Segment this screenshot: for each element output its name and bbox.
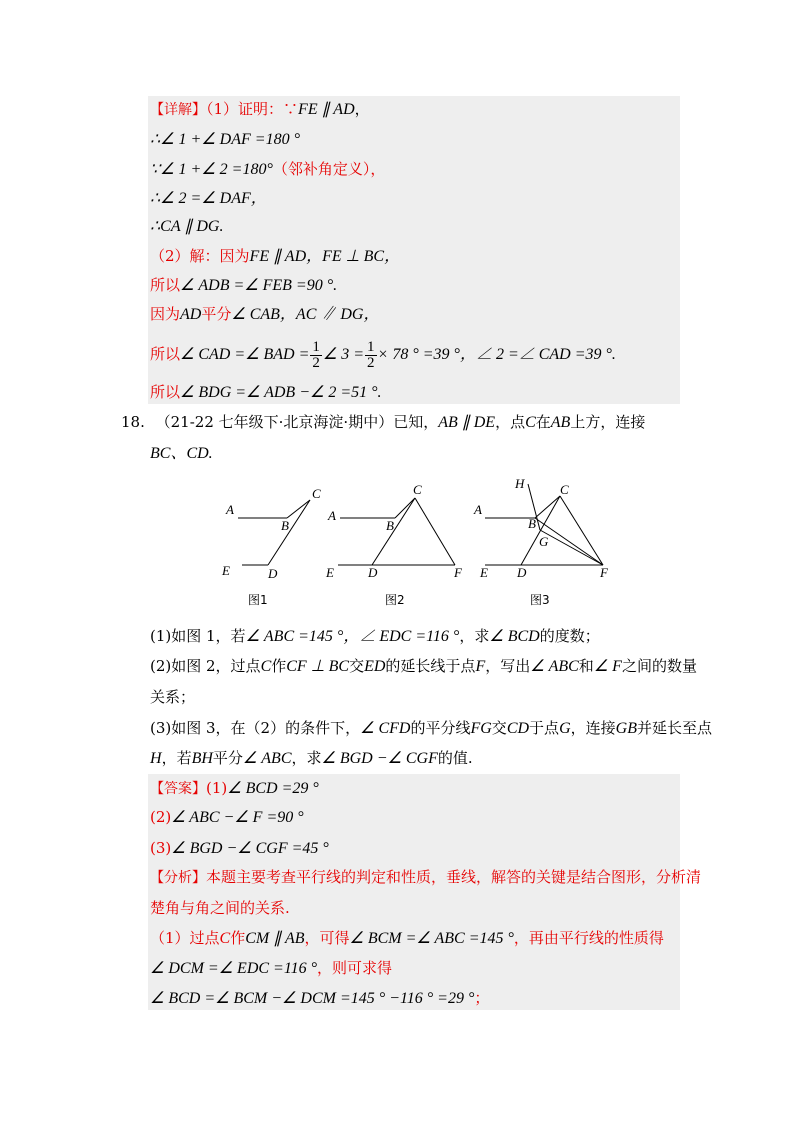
fig2-caption: 图2 — [385, 593, 405, 607]
fig1-label-c: C — [312, 486, 321, 501]
fig3-label-a: A — [474, 502, 482, 517]
subq-3-cont: H，若BH平分∠ ABC，求∠ BGD −∠ CGF的值. — [150, 749, 473, 767]
fig3-line-bc — [535, 496, 560, 518]
fig1-label-d: D — [268, 566, 278, 581]
analysis-line-3: （1）过点C作CM ∥ AB，可得∠ BCM =∠ ABC =145 °，再由平行线的性质得 — [150, 929, 664, 947]
fig1-label-e: E — [222, 563, 230, 578]
fig2-label-f: F — [454, 565, 462, 580]
fig3-label-f: F — [600, 565, 608, 580]
answer-line-3: (3)∠ BGD −∠ CGF =45 ° — [150, 839, 329, 857]
fig1-line-cd — [268, 500, 310, 565]
detail-line-6: （2）解：因为FE ∥ AD，FE ⊥ BC， — [150, 247, 401, 265]
fig2-label-e: E — [326, 565, 334, 580]
geometry-figures — [210, 478, 630, 608]
answer-tag: 【答案】 — [150, 781, 206, 797]
fig3-label-d: D — [517, 565, 527, 580]
fig1-label-b: B — [281, 518, 289, 533]
fig1-caption: 图1 — [248, 593, 268, 607]
fig3-line-gf — [540, 530, 603, 565]
detail-line-1: 【详解】（1）证明：∵FE ∥ AD， — [150, 100, 370, 118]
answer-line-2: (2)∠ ABC −∠ F =90 ° — [150, 808, 304, 826]
detail-line-2: ∴∠ 1 +∠ DAF =180 ° — [150, 131, 300, 148]
detail-tag: 【详解】 — [150, 102, 206, 118]
fig3-label-c: C — [560, 482, 569, 497]
detail-line-7: 所以∠ ADB =∠ FEB =90 °. — [150, 276, 338, 294]
fig2-line-bc — [395, 498, 415, 518]
fig2-label-c: C — [413, 482, 422, 497]
fraction-half-2: $\frac{1}{2}$ — [367, 338, 375, 371]
analysis-tag: 【分析】 — [150, 870, 206, 886]
question-line-1: 18. （21-22 七年级下·北京海淀·期中）已知，AB ∥ DE，点C在AB上方，连接 — [121, 413, 646, 431]
detail-line-8: 因为AD平分∠ CAB，AC ∥ DG， — [150, 305, 380, 323]
detail-line-10: 所以∠ BDG =∠ ADB −∠ 2 =51 °. — [150, 383, 382, 401]
analysis-line-1: 【分析】本题主要考查平行线的判定和性质，垂线，解答的关键是结合图形，分析清 — [150, 868, 702, 886]
fig1-label-a: A — [226, 502, 234, 517]
subq-2-cont: 关系； — [150, 688, 196, 706]
detail-line-4: ∴∠ 2 =∠ DAF， — [150, 190, 267, 207]
question-number: 18. — [121, 413, 145, 431]
fig3-line-cf — [560, 496, 603, 565]
fig2-label-a: A — [328, 508, 336, 523]
subq-2: (2)如图 2，过点C作CF ⊥ BC交ED的延长线于点F，写出∠ ABC和∠ F之间的数量 — [150, 657, 697, 675]
fig2-line-cf — [415, 498, 455, 565]
fig2-label-d: D — [368, 565, 378, 580]
subq-1: (1)如图 1，若∠ ABC =145 °，∠ EDC =116 °，求∠ BCD的度数； — [150, 627, 600, 645]
analysis-line-5: ∠ BCD =∠ BCM −∠ DCM =145 ° −116 ° =29 °； — [150, 989, 490, 1007]
subq-3: (3)如图 3，在（2）的条件下，∠ CFD的平分线FG交CD于点G，连接GB并延长至点 — [150, 719, 712, 737]
fig3-label-b: B — [528, 516, 536, 531]
answer-line-1: 【答案】(1)∠ BCD =29 ° — [150, 779, 319, 797]
fraction-half-1: $\frac{1}{2}$ — [312, 338, 320, 371]
fig3-label-e: E — [480, 565, 488, 580]
detail-line-9: 所以∠ CAD =∠ BAD = $\frac{1}{2}$ ∠ 3 = $\frac{1}{2}$ × 78 ° =39 °，∠ 2 =∠ CAD =39 °. — [150, 338, 616, 371]
analysis-line-4: ∠ DCM =∠ EDC =116 °，则可求得 — [150, 959, 393, 977]
fig3-label-g: G — [539, 534, 549, 549]
fig3-caption: 图3 — [530, 593, 550, 607]
analysis-line-2: 楚角与角之间的关系. — [150, 899, 290, 917]
fig3-label-h: H — [515, 478, 525, 491]
detail-line-5: ∴CA ∥ DG. — [150, 218, 224, 235]
fig1-line-bc — [287, 500, 310, 518]
question-line-2: BC、CD. — [150, 445, 213, 462]
detail-line-3: ∵∠ 1 +∠ 2 =180°（邻补角定义）， — [150, 160, 386, 178]
fig2-label-b: B — [386, 518, 394, 533]
